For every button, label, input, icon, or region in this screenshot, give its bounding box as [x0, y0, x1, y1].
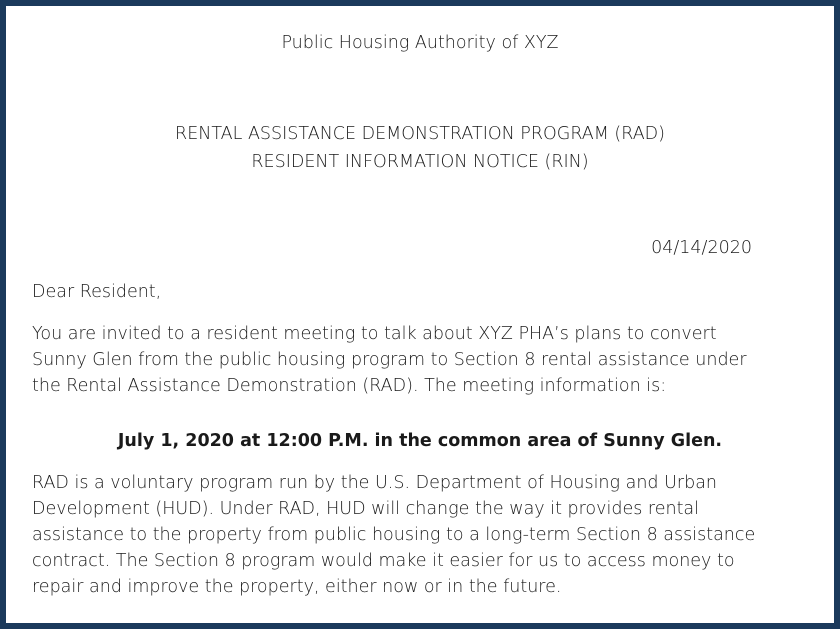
- paragraph-line: assistance to the property from public housing to a long-term Section 8 assistance: [32, 525, 756, 545]
- notice-date: 04/14/2020: [651, 238, 752, 258]
- meeting-details: July 1, 2020 at 12:00 P.M. in the common area of Sunny Glen.: [117, 431, 723, 451]
- paragraph-invitation: [32, 321, 832, 399]
- paragraph-line: RAD is a voluntary program run by the U.S. Department of Housing and Urban: [32, 473, 718, 493]
- salutation: Dear Resident,: [32, 282, 162, 302]
- paragraph-line: repair and improve the property, either now or in the future.: [32, 577, 562, 597]
- paragraph-line: Sunny Glen from the public housing program to Section 8 rental assistance under: [32, 350, 747, 370]
- paragraph-line: Development (HUD). Under RAD, HUD will change the way it provides rental: [32, 499, 700, 519]
- notice-title: RESIDENT INFORMATION NOTICE (RIN): [251, 152, 589, 172]
- paragraph-line: You are invited to a resident meeting to talk about XYZ PHA’s plans to convert: [32, 324, 717, 344]
- paragraph-line: contract. The Section 8 program would make it easier for us to access money to: [32, 551, 735, 571]
- organization-name: Public Housing Authority of XYZ: [281, 33, 559, 53]
- paragraph-rad-description: [32, 470, 832, 600]
- program-title: RENTAL ASSISTANCE DEMONSTRATION PROGRAM (RAD): [175, 124, 665, 144]
- paragraph-line: the Rental Assistance Demonstration (RAD). The meeting information is:: [32, 376, 667, 396]
